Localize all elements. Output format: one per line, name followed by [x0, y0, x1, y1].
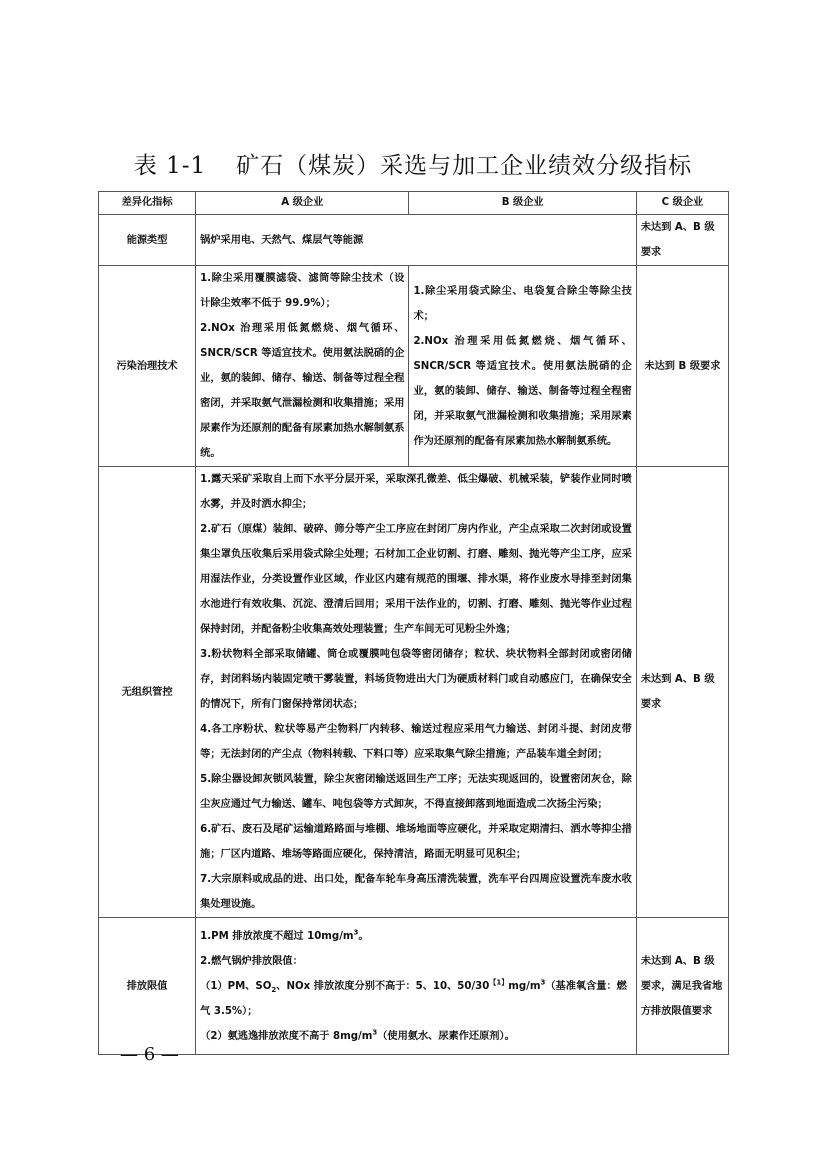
header-grade-b: B 级企业 — [409, 192, 636, 215]
table-number: 表 1-1 — [133, 153, 207, 179]
emission-item-2-2: （2）氨逃逸排放浓度不高于 $8mg/m^3$（使用氨水、尿素作还原剂）。 — [200, 1028, 515, 1042]
table-row-pollution — [99, 266, 729, 467]
pollution-b-item-2: 2.NOx 治理采用低氮燃烧、烟气循环、SNCR/SCR 等适宜技术。使用氨法脱硝的企业，氨的装卸、储存、输送、制备等过程全程密闭，并采取氨气泄漏检测和收集措施；采用尿素作为还原剂的配备有尿素加热水解制氨系统。 — [413, 335, 632, 447]
unorganized-c: 未达到 A、B 级要求 — [636, 467, 728, 918]
indicator-emission: 排放限值 — [99, 918, 196, 1055]
header-row — [99, 192, 729, 215]
page-number: — 6 — — [120, 1044, 179, 1065]
table-row-emission — [99, 918, 729, 1055]
header-grade-c: C 级企业 — [636, 192, 728, 215]
pollution-b — [409, 266, 636, 467]
unorganized-item-4: 4.各工序粉状、粒状等易产尘物料厂内转移、输送过程应采用气力输送、封闭斗提、封闭皮带等；无法封闭的产尘点（物料转载、下料口等）应采取集气除尘措施；产品装车道全封闭； — [200, 724, 632, 760]
emission-item-2: 2.燃气锅炉排放限值： — [200, 955, 303, 967]
unorganized-item-5: 5.除尘器设卸灰锁风装置，除尘灰密闭输送返回生产工序；无法实现返回的，设置密闭灰仓，除尘灰应通过气力输送、罐车、吨包袋等方式卸灰，不得直接卸落到地面造成二次扬尘污染； — [200, 774, 632, 810]
unorganized-item-1: 1.露天采矿采取自上而下水平分层开采，采取深孔微差、低尘爆破、机械采装，铲装作业同时喷水雾，并及时洒水抑尘； — [200, 474, 632, 510]
emission-item-2-1: （1）PM、$SO_2$、NOx 排放浓度分别不高于：5、10、$50/30^{【1】}mg/m^3$（基准氧含量：燃气 3.5%）； — [200, 978, 627, 1017]
table-title-text: 矿石（煤炭）采选与加工企业绩效分级指标 — [236, 153, 693, 179]
header-grade-a: A 级企业 — [196, 192, 409, 215]
pollution-b-item-1: 1.除尘采用袋式除尘、电袋复合除尘等除尘技术； — [413, 285, 632, 322]
emission-ab — [196, 918, 637, 1055]
unorganized-item-7: 7.大宗原料或成品的进、出口处，配备车轮车身高压清洗装置，洗车平台四周应设置洗车废水收集处理设施。 — [200, 874, 632, 910]
pollution-a-item-2: 2.NOx 治理采用低氮燃烧、烟气循环、SNCR/SCR 等适宜技术。使用氨法脱硝的企业，氨的装卸、储存、输送、制备等过程全程密闭，并采取氨气泄漏检测和收集措施；采用尿素作为还原剂的配备有尿素加热水解制氨系统。 — [200, 323, 405, 459]
pollution-a — [196, 266, 409, 467]
unorganized-item-6: 6.矿石、废石及尾矿运输道路路面与堆棚、堆场地面等应硬化，并采取定期清扫、洒水等抑尘措施；厂区内道路、堆场等路面应硬化，保持清洁，路面无明显可见积尘； — [200, 824, 632, 860]
emission-c: 未达到 A、B 级要求，满足我省地方排放限值要求 — [636, 918, 728, 1055]
footnote-marker: 【1】 — [489, 978, 509, 987]
indicator-unorganized: 无组织管控 — [99, 467, 196, 918]
energy-c: 未达到 A、B 级要求 — [636, 215, 728, 266]
indicator-energy: 能源类型 — [99, 215, 196, 266]
indicator-pollution: 污染治理技术 — [99, 266, 196, 467]
table-title — [0, 147, 826, 180]
table-row-energy — [99, 215, 729, 266]
unorganized-ab — [196, 467, 637, 918]
table-row-unorganized — [99, 467, 729, 918]
performance-grading-table — [98, 191, 729, 1055]
unorganized-item-2: 2.矿石（原煤）装卸、破碎、筛分等产尘工序应在封闭厂房内作业，产尘点采取二次封闭或设置集尘罩负压收集后采用袋式除尘处理；石材加工企业切割、打磨、雕刻、抛光等产尘工序，应采用湿法作业，分类设置作业区域，作业区内建有规范的围堰、排水渠，将作业废水导排至封闭集水池进行有效收集、沉淀、澄清后回用；采用干法作业的，切割、打磨、雕刻、抛光等作业过程保持封闭，并配备粉尘收集高效处理装置；生产车间无可见粉尘外逸； — [200, 524, 632, 635]
pollution-a-item-1: 1.除尘采用覆膜滤袋、滤筒等除尘技术（设计除尘效率不低于 99.9%）； — [200, 273, 405, 309]
pollution-c: 未达到 B 级要求 — [636, 266, 728, 467]
emission-item-1: 1.PM 排放浓度不超过 $10mg/m^3$。 — [200, 928, 369, 942]
header-indicator: 差异化指标 — [99, 192, 196, 215]
energy-ab: 锅炉采用电、天然气、煤层气等能源 — [196, 215, 637, 266]
unorganized-item-3: 3.粉状物料全部采取储罐、筒仓或覆膜吨包袋等密闭储存；粒状、块状物料全部封闭或密闭储存，封闭料场内装固定喷干雾装置，料场货物进出大门为硬质材料门或自动感应门，在确保安全的情况下，所有门窗保持常闭状态； — [200, 649, 632, 710]
